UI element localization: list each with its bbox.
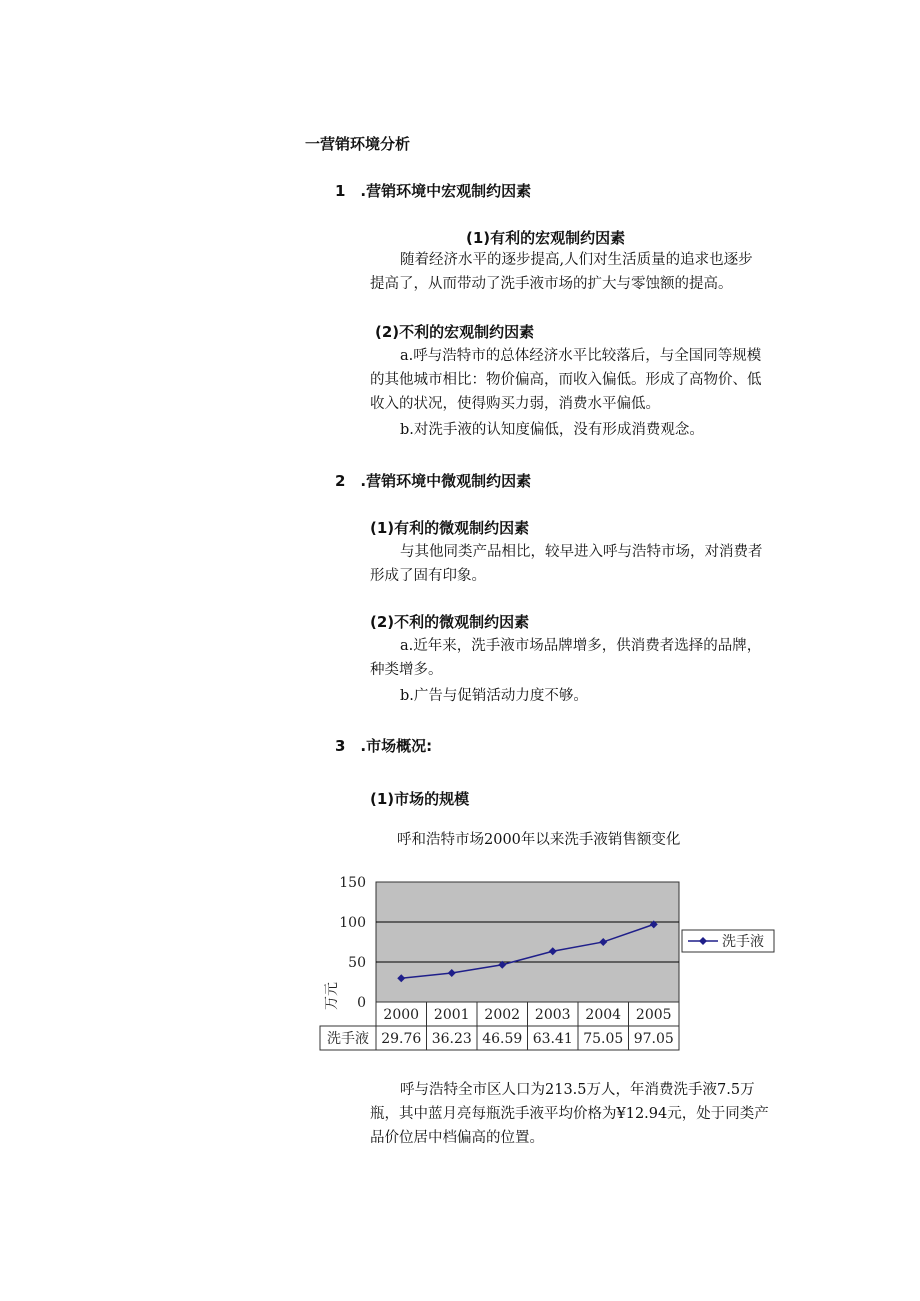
y-axis-label: 万元 — [324, 982, 340, 1010]
table-series-name: 洗手液 — [327, 1031, 369, 1047]
s1-unfav-line-1: a.呼与浩特市的总体经济水平比较落后，与全国同等规模 — [400, 348, 762, 364]
s2-unfav-line-1: a.近年来，洗手液市场品牌增多，供消费者选择的品牌， — [400, 638, 762, 654]
s1-unfav-line-2: 的其他城市相比：物价偏高，而收入偏低。形成了高物价、低 — [370, 372, 762, 388]
x-tick-label: 2003 — [534, 1007, 571, 1023]
s1-unfav-line-4: b.对洗手液的认知度偏低，没有形成消费观念。 — [400, 422, 704, 438]
s1-unfav-heading: (2)不利的宏观制约因素 — [375, 323, 535, 341]
s2-fav-heading: (1)有利的微观制约因素 — [370, 519, 530, 537]
s2-fav-line-1: 与其他同类产品相比，较早进入呼与浩特市场，对消费者 — [400, 544, 763, 560]
data-label: 75.05 — [583, 1031, 624, 1047]
section-title: 一营销环境分析 — [305, 135, 411, 153]
s2-fav-line-2: 形成了固有印象。 — [370, 568, 486, 584]
y-tick-label: 50 — [348, 955, 366, 971]
data-label: 97.05 — [633, 1031, 674, 1047]
s3-heading: 3 .市场概况: — [335, 737, 433, 755]
plot-area — [376, 882, 679, 1002]
s1-fav-heading: (1)有利的宏观制约因素 — [466, 229, 626, 247]
x-tick-label: 2005 — [635, 1007, 672, 1023]
s2-unfav-heading: (2)不利的微观制约因素 — [370, 613, 530, 631]
y-tick-label: 100 — [339, 915, 366, 931]
s3-after-line-3: 品价位居中档偏高的位置。 — [370, 1130, 544, 1146]
x-tick-label: 2000 — [383, 1007, 420, 1023]
s2-heading: 2 .营销环境中微观制约因素 — [335, 472, 532, 490]
x-tick-label: 2004 — [585, 1007, 622, 1023]
s1-fav-line-1: 随着经济水平的逐步提高,人们对生活质量的追求也逐步 — [400, 252, 753, 268]
sales-chart — [310, 870, 790, 1060]
y-tick-label: 0 — [357, 995, 366, 1011]
chart-caption: 呼和浩特市场2000年以来洗手液销售额变化 — [397, 832, 681, 848]
data-label: 63.41 — [532, 1031, 573, 1047]
x-tick-label: 2001 — [433, 1007, 470, 1023]
s3-after-line-2: 瓶，其中蓝月亮每瓶洗手液平均价格为¥12.94元，处于同类产 — [370, 1106, 769, 1122]
s1-unfav-line-3: 收入的状况，使得购买力弱，消费水平偏低。 — [370, 396, 660, 412]
s2-unfav-line-3: b.广告与促销活动力度不够。 — [400, 688, 588, 704]
s3-after-line-1: 呼与浩特全市区人口为213.5万人，年消费洗手液7.5万 — [400, 1082, 755, 1098]
s1-fav-line-2: 提高了，从而带动了洗手液市场的扩大与零蚀额的提高。 — [370, 276, 733, 292]
x-tick-label: 2002 — [484, 1007, 521, 1023]
legend-label: 洗手液 — [722, 934, 764, 950]
s2-unfav-line-2: 种类增多。 — [370, 662, 443, 678]
s1-heading: 1 .营销环境中宏观制约因素 — [335, 182, 532, 200]
data-label: 36.23 — [431, 1031, 472, 1047]
data-label: 46.59 — [482, 1031, 523, 1047]
y-tick-label: 150 — [339, 875, 366, 891]
data-label: 29.76 — [381, 1031, 422, 1047]
s3-sub-heading: (1)市场的规模 — [370, 790, 470, 808]
